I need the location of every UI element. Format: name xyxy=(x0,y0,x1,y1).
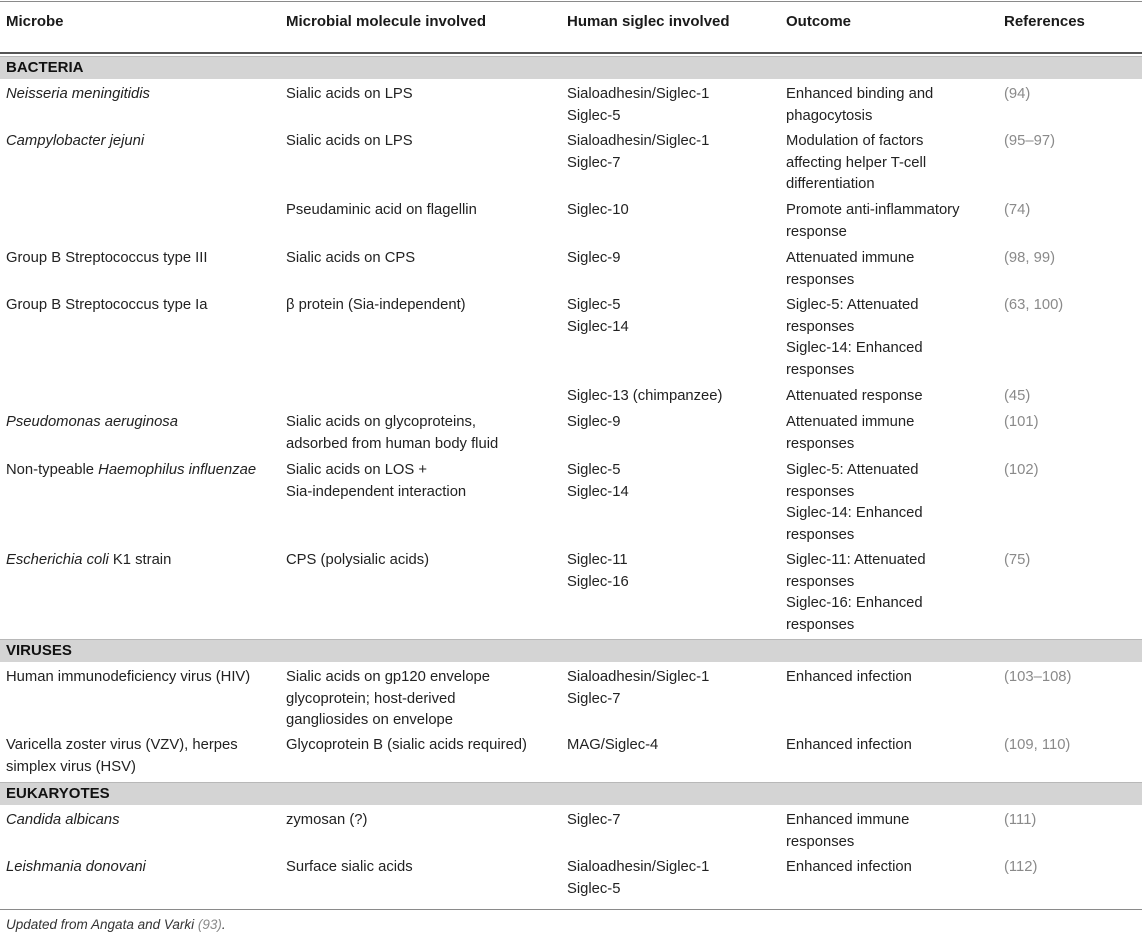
table-row-siglec: Siglec-9 xyxy=(567,250,621,266)
table-row-reference[interactable]: (98, 99) xyxy=(1004,250,1055,266)
section-label: VIRUSES xyxy=(6,642,72,659)
section-viruses xyxy=(0,639,1142,662)
table-row-reference[interactable]: (112) xyxy=(1004,859,1038,875)
table-row-siglec: Siglec-5 Siglec-14 xyxy=(567,462,629,500)
table-row-molecule: β protein (Sia-independent) xyxy=(286,297,466,313)
table-row-reference[interactable]: (102) xyxy=(1004,462,1039,478)
table-row-molecule: Sialic acids on LPS xyxy=(286,133,413,149)
table-top-rule xyxy=(0,1,1142,2)
table-row-siglec: Siglec-7 xyxy=(567,812,621,828)
table-row-reference[interactable]: (109, 110) xyxy=(1004,737,1071,753)
table-row-reference[interactable]: (75) xyxy=(1004,552,1031,568)
table-row-siglec: Siglec-10 xyxy=(567,202,629,218)
table-row-siglec: Sialoadhesin/Siglec-1 Siglec-7 xyxy=(567,133,710,171)
table-row-molecule: Sialic acids on gp120 envelope glycoprotein; host-derived gangliosides on envelope xyxy=(286,669,491,728)
table-row-microbe: Human immunodeficiency virus (HIV) xyxy=(6,669,251,685)
table-row-siglec: Sialoadhesin/Siglec-1 Siglec-5 xyxy=(567,859,710,897)
table-row-microbe: Pseudomonas aeruginosa xyxy=(6,414,178,430)
table-row-microbe: Group B Streptococcus type Ia xyxy=(6,297,208,313)
table-row-reference[interactable]: (111) xyxy=(1004,812,1037,828)
table-row-reference[interactable]: (101) xyxy=(1004,414,1039,430)
table-row-microbe: Leishmania donovani xyxy=(6,859,146,875)
table-row-outcome: Attenuated response xyxy=(786,388,923,404)
table-row-outcome: Enhanced immune responses xyxy=(786,812,910,850)
table-footnote: Updated from Angata and Varki (93). xyxy=(6,917,226,932)
table-row-molecule: Sialic acids on glycoproteins, adsorbed from human body fluid xyxy=(286,414,499,452)
table-row-molecule: Surface sialic acids xyxy=(286,859,413,875)
table-row-reference[interactable]: (95–97) xyxy=(1004,133,1056,149)
table-row-microbe: Varicella zoster virus (VZV), herpes simplex virus (HSV) xyxy=(6,737,238,775)
section-eukaryotes xyxy=(0,782,1142,805)
table-row-outcome: Siglec-5: Attenuated responses Siglec-14: Enhanced responses xyxy=(786,297,923,378)
table-row-molecule: CPS (polysialic acids) xyxy=(286,552,430,568)
table-row-outcome: Enhanced infection xyxy=(786,669,912,685)
table-row-molecule: Sialic acids on LPS xyxy=(286,86,413,102)
section-label: EUKARYOTES xyxy=(6,785,110,802)
table-row-outcome: Siglec-5: Attenuated responses Siglec-14: Enhanced responses xyxy=(786,462,923,543)
header-outcome: Outcome xyxy=(786,13,852,30)
table-row-molecule: Sialic acids on LOS + Sia-independent interaction xyxy=(286,462,467,500)
table-row-reference[interactable]: (45) xyxy=(1004,388,1031,404)
table-row-microbe: Neisseria meningitidis xyxy=(6,86,150,102)
table-row-siglec: Siglec-9 xyxy=(567,414,621,430)
table-row-molecule: Pseudaminic acid on flagellin xyxy=(286,202,477,218)
table-row-reference[interactable]: (103–108) xyxy=(1004,669,1072,685)
table-row-siglec: Sialoadhesin/Siglec-1 Siglec-7 xyxy=(567,669,710,707)
table-row-outcome: Modulation of factors affecting helper T-cell differentiation xyxy=(786,133,927,192)
table-row-outcome: Promote anti-inflammatory response xyxy=(786,202,960,240)
table-row-microbe: Campylobacter jejuni xyxy=(6,133,145,149)
table-row-reference[interactable]: (63, 100) xyxy=(1004,297,1064,313)
table-row-microbe: Escherichia coli K1 strain xyxy=(6,552,172,568)
table-row-microbe: Group B Streptococcus type III xyxy=(6,250,208,266)
table-row-siglec: Siglec-5 Siglec-14 xyxy=(567,297,629,335)
table-row-outcome: Siglec-11: Attenuated responses Siglec-16: Enhanced responses xyxy=(786,552,926,633)
table-row-molecule: zymosan (?) xyxy=(286,812,368,828)
section-label: BACTERIA xyxy=(6,59,84,76)
table-row-siglec: Siglec-11 Siglec-16 xyxy=(567,552,629,590)
table-row-siglec: Siglec-13 (chimpanzee) xyxy=(567,388,723,404)
section-bacteria xyxy=(0,56,1142,79)
table-row-microbe: Candida albicans xyxy=(6,812,120,828)
table-row-outcome: Attenuated immune responses xyxy=(786,250,915,288)
footnote-reference[interactable]: (93) xyxy=(197,917,222,932)
header-rule xyxy=(0,52,1142,54)
header-microbe: Microbe xyxy=(6,13,64,30)
table-row-reference[interactable]: (94) xyxy=(1004,86,1031,102)
table-row-outcome: Attenuated immune responses xyxy=(786,414,915,452)
table-row-microbe: Non-typeable Haemophilus influenzae xyxy=(6,462,257,478)
table-row-siglec: MAG/Siglec-4 xyxy=(567,737,659,753)
table-row-molecule: Sialic acids on CPS xyxy=(286,250,416,266)
table-row-siglec: Sialoadhesin/Siglec-1 Siglec-5 xyxy=(567,86,710,124)
header-references: References xyxy=(1004,13,1085,30)
table-bottom-rule xyxy=(0,909,1142,910)
table-row-outcome: Enhanced binding and phagocytosis xyxy=(786,86,934,124)
table-row-outcome: Enhanced infection xyxy=(786,737,912,753)
table-row-outcome: Enhanced infection xyxy=(786,859,912,875)
header-siglec: Human siglec involved xyxy=(567,13,730,30)
table-row-molecule: Glycoprotein B (sialic acids required) xyxy=(286,737,527,753)
header-molecule: Microbial molecule involved xyxy=(286,13,487,30)
table-row-reference[interactable]: (74) xyxy=(1004,202,1031,218)
